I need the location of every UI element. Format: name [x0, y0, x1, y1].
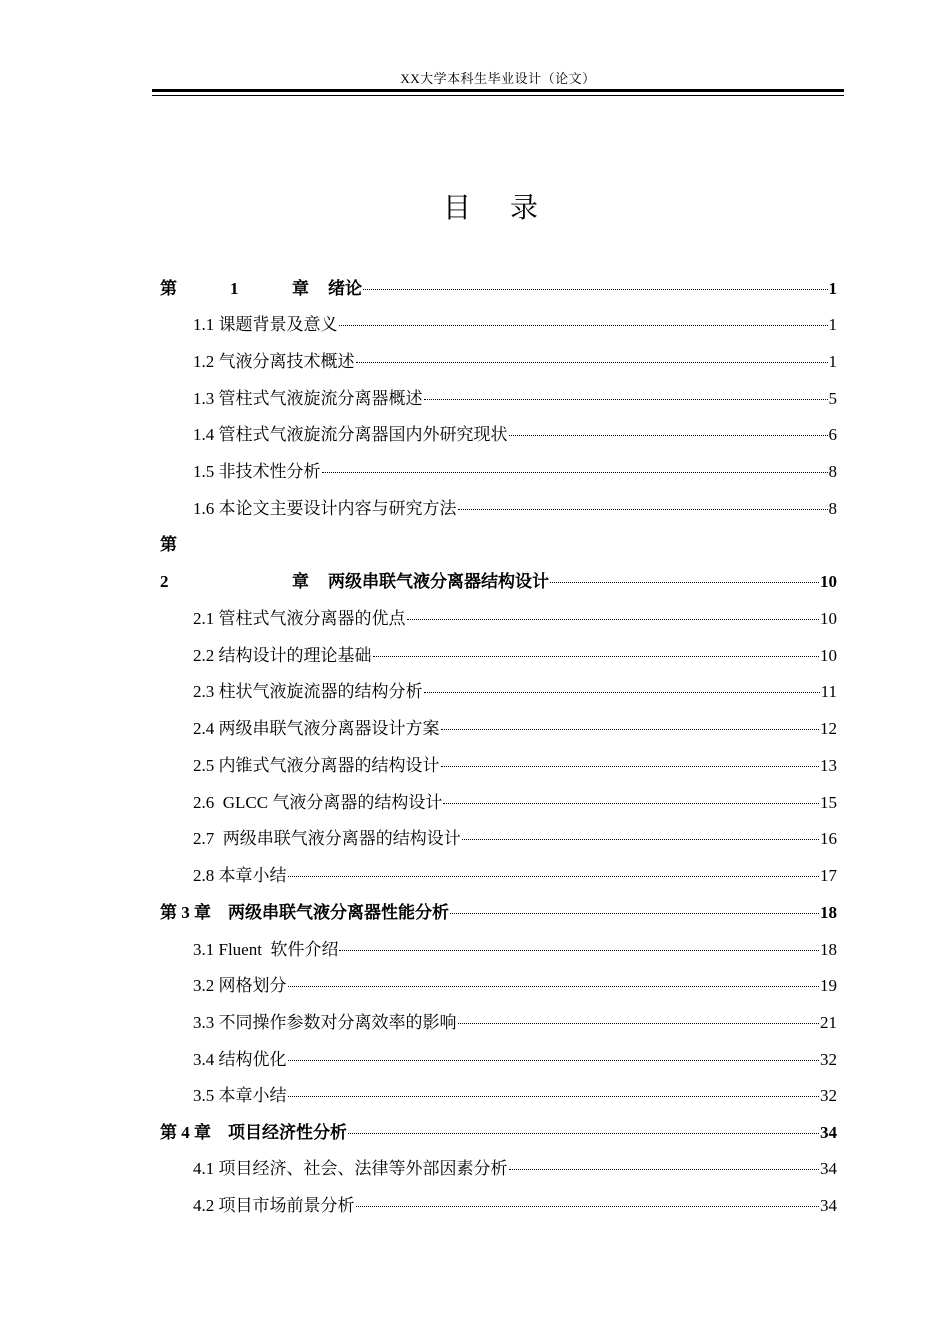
toc-entry[interactable] [193, 791, 837, 815]
chapter-word: 章 [292, 572, 309, 591]
leader-dots [458, 508, 828, 510]
entry-title: 3.2 网格划分 [193, 976, 287, 995]
toc-entry[interactable] [193, 680, 837, 704]
toc-entry[interactable] [193, 460, 837, 484]
leader-dots [509, 1168, 820, 1170]
toc-title: 目 录 [442, 193, 554, 224]
toc-entry[interactable] [193, 497, 837, 521]
page-number: 32 [820, 1086, 837, 1105]
toc-chapter-2[interactable] [160, 570, 837, 594]
toc-entry[interactable] [193, 717, 837, 741]
leader-dots [288, 1059, 820, 1061]
leader-dots [441, 765, 820, 767]
entry-title: 1.2 气液分离技术概述 [193, 352, 355, 371]
leader-dots [441, 728, 820, 730]
entry-title: 1.1 课题背景及意义 [193, 315, 338, 334]
leader-dots [363, 288, 828, 290]
entry-title: 2.4 两级串联气液分离器设计方案 [193, 719, 440, 738]
leader-dots [373, 655, 820, 657]
entry-title: 2.3 柱状气液旋流器的结构分析 [193, 682, 423, 701]
chapter-word: 章 [292, 279, 309, 298]
leader-dots [288, 875, 820, 877]
toc-entry[interactable] [193, 644, 837, 668]
header-rule-thin [152, 95, 844, 96]
entry-title: 3.3 不同操作参数对分离效率的影响 [193, 1013, 457, 1032]
page-number: 34 [820, 1159, 837, 1178]
toc-entry[interactable] [193, 1084, 837, 1108]
toc-entry[interactable] [193, 974, 837, 998]
page-number: 8 [828, 499, 837, 518]
page-number: 19 [820, 976, 837, 995]
page-number: 17 [820, 866, 837, 885]
toc-entry[interactable] [193, 827, 837, 851]
toc-entry[interactable] [193, 864, 837, 888]
header-rule-thick [152, 89, 844, 92]
leader-dots [443, 802, 819, 804]
entry-title: 1.4 管柱式气液旋流分离器国内外研究现状 [193, 425, 508, 444]
toc-entry[interactable] [193, 313, 837, 337]
leader-dots [339, 324, 828, 326]
chapter-title: 绪论 [328, 279, 362, 298]
page-number: 1 [828, 352, 837, 371]
toc-chapter-4[interactable] [160, 1121, 837, 1145]
leader-dots [288, 1095, 820, 1097]
page-header: XX大学本科生毕业设计（论文） [400, 71, 596, 86]
entry-title: 1.3 管柱式气液旋流分离器概述 [193, 389, 423, 408]
toc-entry[interactable] [193, 1048, 837, 1072]
page-number: 34 [820, 1196, 837, 1215]
entry-title: 2.5 内锥式气液分离器的结构设计 [193, 756, 440, 775]
leader-dots [322, 471, 828, 473]
leader-dots [509, 434, 828, 436]
page-number: 18 [820, 940, 837, 959]
page-number: 10 [820, 646, 837, 665]
toc-entry[interactable] [193, 607, 837, 631]
chapter-number: 1 [230, 279, 239, 298]
entry-title: 3.5 本章小结 [193, 1086, 287, 1105]
page-number: 12 [820, 719, 837, 738]
chapter-title: 第 3 章 两级串联气液分离器性能分析 [160, 903, 449, 922]
page-number: 1 [828, 279, 837, 298]
toc-entry[interactable] [193, 938, 837, 962]
entry-title: 2.2 结构设计的理论基础 [193, 646, 372, 665]
leader-dots [348, 1132, 819, 1134]
entry-title: 2.7 两级串联气液分离器的结构设计 [193, 829, 461, 848]
chapter-number: 2 [160, 572, 169, 591]
entry-title: 4.2 项目市场前景分析 [193, 1196, 355, 1215]
toc-entry[interactable] [193, 423, 837, 447]
leader-dots [550, 581, 819, 583]
page-number: 8 [828, 462, 837, 481]
page-number: 10 [820, 609, 837, 628]
entry-title: 2.8 本章小结 [193, 866, 287, 885]
entry-title: 4.1 项目经济、社会、法律等外部因素分析 [193, 1159, 508, 1178]
page-number: 10 [820, 572, 837, 591]
chapter-title: 第 4 章 项目经济性分析 [160, 1123, 347, 1142]
page-number: 15 [820, 793, 837, 812]
leader-dots [424, 691, 820, 693]
chapter-word: 第 [160, 535, 177, 554]
chapter-word: 第 [160, 279, 177, 298]
page-number: 34 [820, 1123, 837, 1142]
page-number: 6 [828, 425, 837, 444]
leader-dots [424, 398, 828, 400]
page-number: 13 [820, 756, 837, 775]
toc-entry[interactable] [193, 387, 837, 411]
chapter-title: 两级串联气液分离器结构设计 [328, 572, 549, 591]
page-number: 21 [820, 1013, 837, 1032]
leader-dots [356, 1205, 820, 1207]
leader-dots [462, 838, 819, 840]
entry-title: 3.1 Fluent 软件介绍 [193, 940, 339, 959]
page-number: 32 [820, 1050, 837, 1069]
leader-dots [356, 361, 828, 363]
page-number: 1 [828, 315, 837, 334]
page-number: 5 [828, 389, 837, 408]
entry-title: 1.6 本论文主要设计内容与研究方法 [193, 499, 457, 518]
toc-chapter-3[interactable] [160, 901, 837, 925]
toc-entry[interactable] [193, 1157, 837, 1181]
entry-title: 2.6 GLCC 气液分离器的结构设计 [193, 793, 443, 812]
entry-title: 3.4 结构优化 [193, 1050, 287, 1069]
page-number: 16 [820, 829, 837, 848]
page-number: 18 [820, 903, 837, 922]
leader-dots [339, 949, 819, 951]
leader-dots [458, 1022, 820, 1024]
leader-dots [288, 985, 820, 987]
entry-title: 1.5 非技术性分析 [193, 462, 321, 481]
toc-entry[interactable] [193, 1011, 837, 1035]
leader-dots [407, 618, 820, 620]
page-number: 11 [820, 682, 837, 701]
toc-entry[interactable] [193, 754, 837, 778]
toc-entry[interactable] [193, 350, 837, 374]
toc-entry[interactable] [193, 1194, 837, 1218]
leader-dots [450, 912, 819, 914]
toc-chapter-1[interactable] [160, 277, 837, 301]
entry-title: 2.1 管柱式气液分离器的优点 [193, 609, 406, 628]
